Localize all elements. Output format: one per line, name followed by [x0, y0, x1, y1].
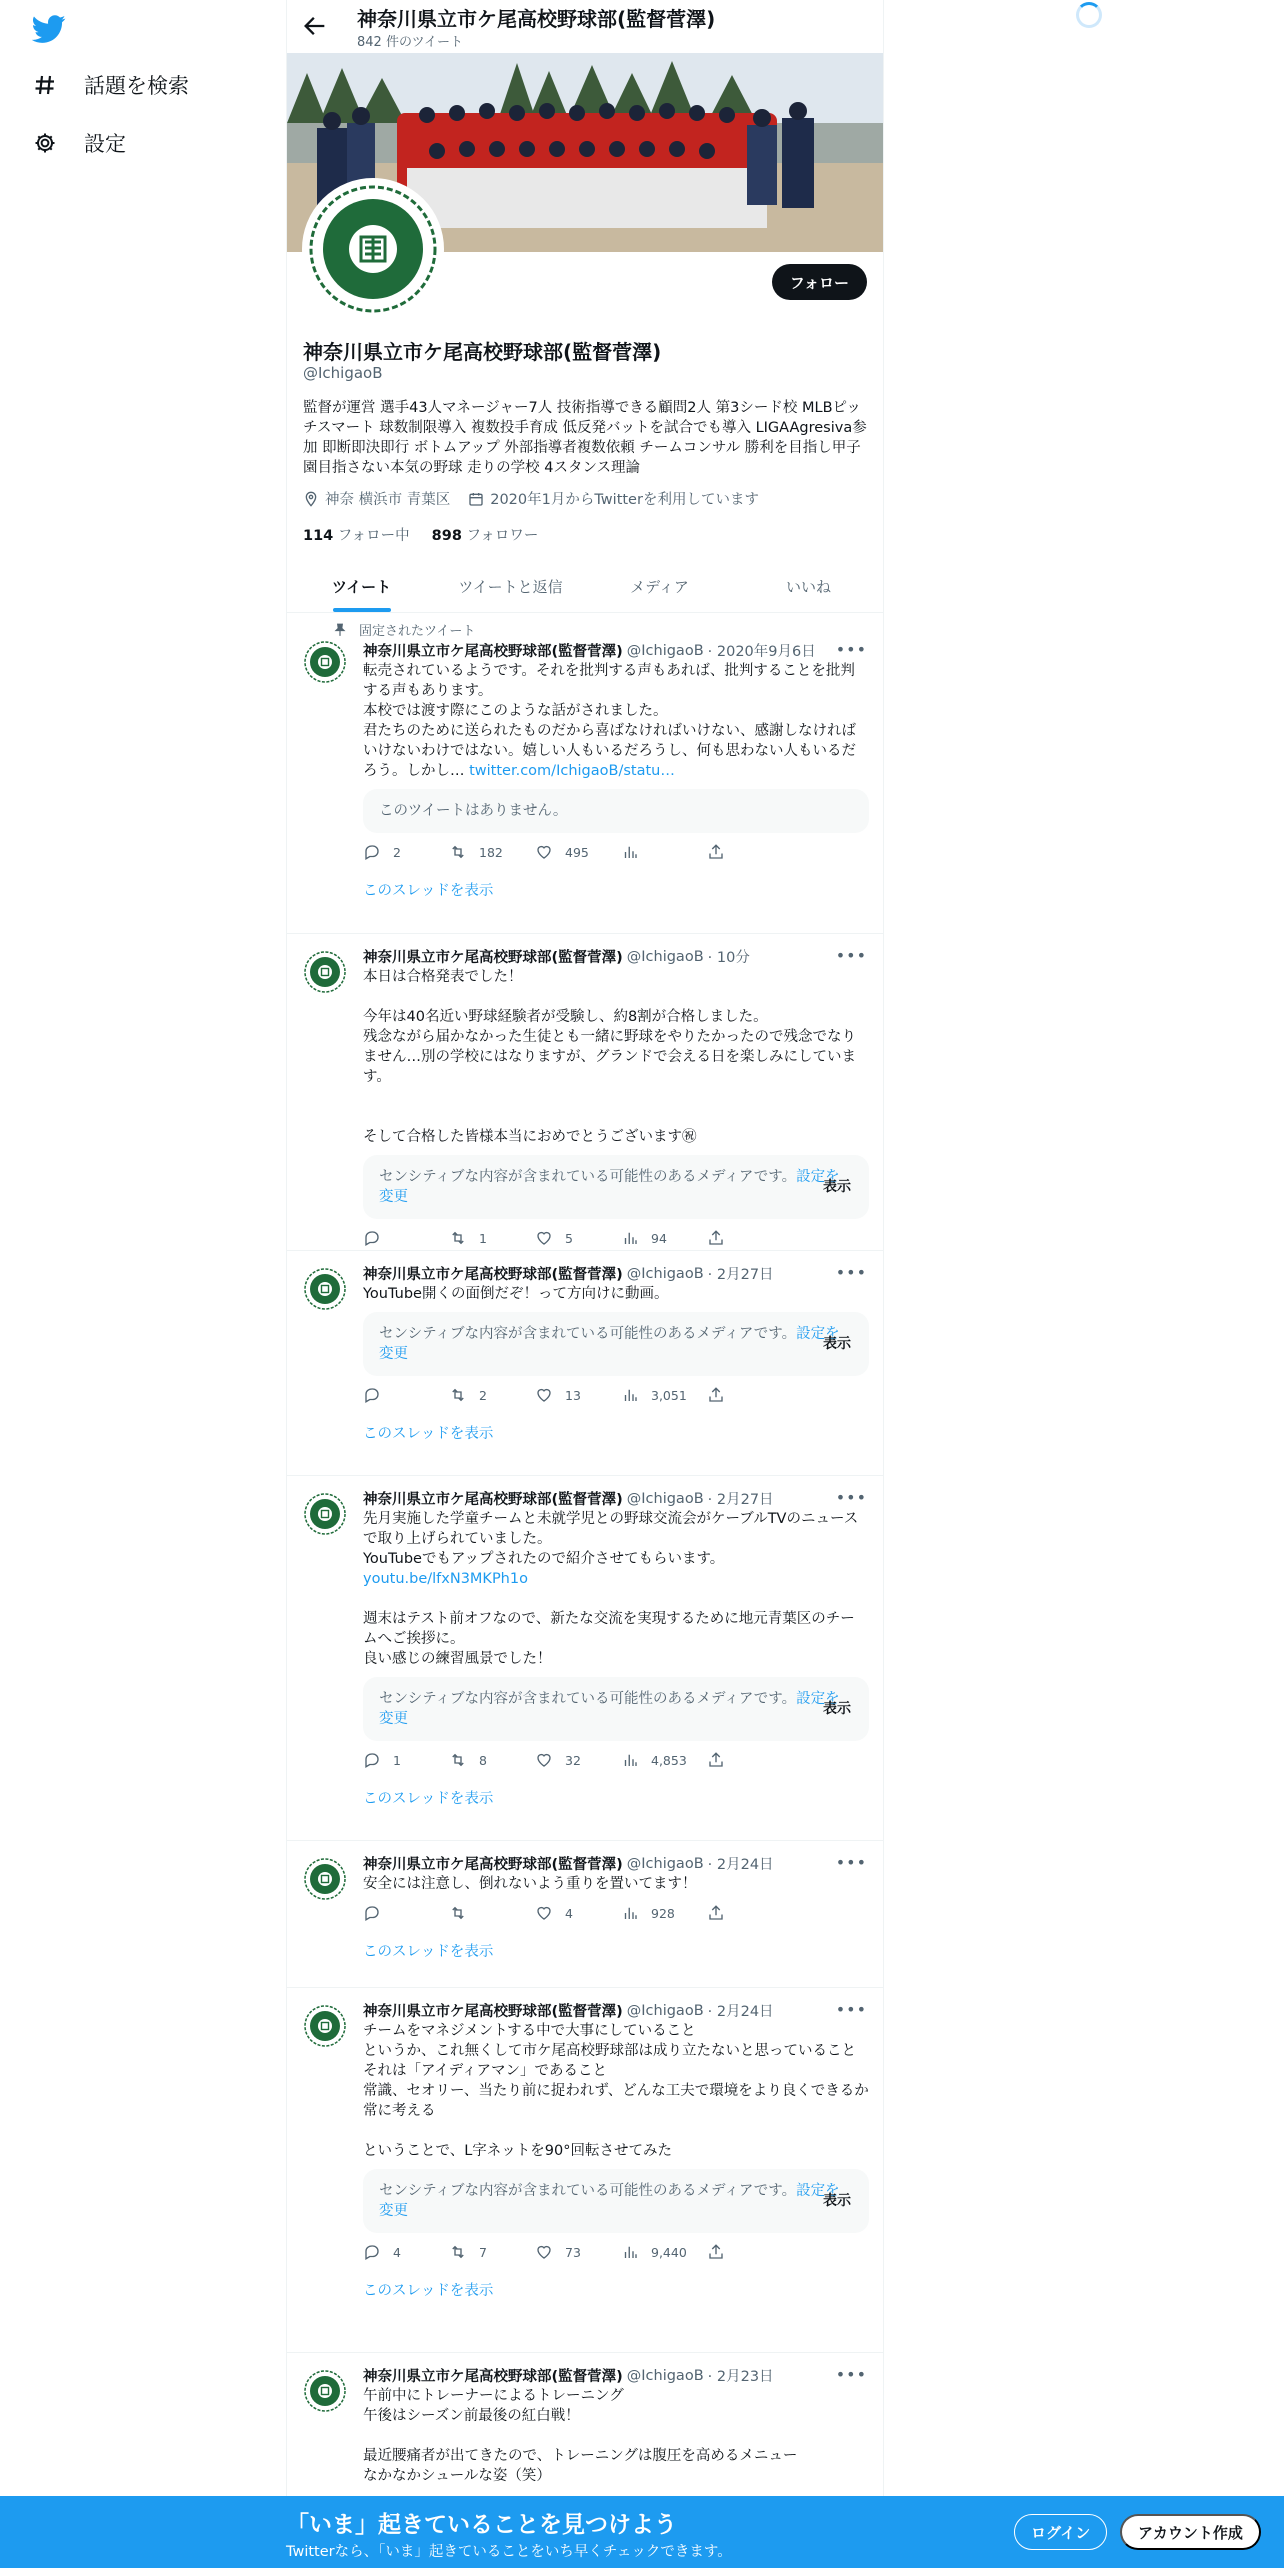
- hashtag-icon: [32, 72, 58, 98]
- views-bar-chart-icon: [621, 1229, 639, 1247]
- login-prompt-title: 「いま」起きていることを見つけよう: [286, 2512, 677, 2538]
- tab-tweets-and-replies[interactable]: ツイートと返信: [458, 577, 563, 596]
- profile-header: [287, 0, 883, 53]
- like-button[interactable]: [535, 1229, 621, 1247]
- share-button[interactable]: [707, 1229, 793, 1247]
- tweet-author-handle[interactable]: @IchigaoB: [626, 1265, 704, 1282]
- show-thread-link[interactable]: このスレッドを表示: [363, 1426, 494, 1442]
- reply-button[interactable]: [363, 2243, 449, 2261]
- profile-name: 神奈川県立市ケ尾高校野球部(監督菅澤): [303, 340, 662, 364]
- views-bar-chart-icon: [621, 1386, 639, 1404]
- tweet-author-name[interactable]: 神奈川県立市ケ尾高校野球部(監督菅澤): [363, 2369, 623, 2385]
- views-count: 3,051: [651, 1387, 687, 1403]
- following-link[interactable]: [303, 524, 410, 545]
- views-count: 94: [651, 1230, 667, 1246]
- reply-icon: [363, 843, 381, 861]
- like-count: 495: [565, 844, 589, 860]
- tweet[interactable]: [287, 1476, 883, 1841]
- heart-icon: [535, 843, 553, 861]
- tweet-text: YouTube開くの面倒だぞ！って方向けに動画。: [363, 1286, 669, 1302]
- like-count: 13: [565, 1387, 581, 1403]
- following-label: フォロー中: [337, 528, 410, 544]
- retweet-count: 182: [479, 844, 503, 860]
- followers-count: 898: [431, 528, 462, 544]
- tweet-date[interactable]: · 2月23日: [707, 2369, 774, 2385]
- tweet-actions: [363, 1386, 793, 1404]
- back-arrow-icon[interactable]: [301, 12, 329, 40]
- tweet-text: 午前中にトレーナーによるトレーニング 午後はシーズン前最後の紅白戦！ 最近腰痛者が出てきたので、トレーニングは腹圧を高めるメニュー なかなかシュールな姿（笑）: [363, 2388, 798, 2484]
- tweet-body: [363, 1263, 869, 1443]
- tweet[interactable]: [287, 1251, 883, 1476]
- tweet-avatar[interactable]: [303, 640, 347, 684]
- tweet-avatar[interactable]: [303, 1857, 347, 1901]
- retweet-button[interactable]: [449, 1751, 535, 1769]
- retweet-count: 8: [479, 1752, 487, 1768]
- nav-settings-label: 設定: [84, 132, 126, 156]
- tweet-author-handle[interactable]: @IchigaoB: [626, 2367, 704, 2384]
- tweet-author-handle[interactable]: @IchigaoB: [626, 642, 704, 659]
- tweet-avatar[interactable]: [303, 2369, 347, 2413]
- retweet-icon: [449, 2243, 467, 2261]
- more-icon[interactable]: •••: [835, 946, 867, 965]
- signup-button[interactable]: アカウント作成: [1120, 2514, 1261, 2550]
- share-button[interactable]: [707, 1751, 793, 1769]
- tweet-author-name[interactable]: 神奈川県立市ケ尾高校野球部(監督菅澤): [363, 644, 623, 660]
- tweet[interactable]: [287, 934, 883, 1251]
- profile-joined-text: 2020年1月からTwitterを利用しています: [490, 492, 759, 508]
- heart-icon: [535, 2243, 553, 2261]
- tweet-text: チームをマネジメントする中で大事にしていること というか、これ無くして市ケ尾高校野球部は成り立たないと思っていること それは「アイディアマン」であること 常識、セオリー、当たり前に捉われず、どんな工夫で環境をより良くできるか常に考える ということで、L字ネットを90°回転させてみた: [363, 2023, 869, 2159]
- nav-settings[interactable]: [32, 128, 126, 158]
- tweet-date[interactable]: · 2020年9月6日: [707, 644, 816, 660]
- tweet-actions: [363, 1904, 793, 1922]
- show-thread-link[interactable]: このスレッドを表示: [363, 1944, 494, 1960]
- like-button[interactable]: [535, 1386, 621, 1404]
- profile-location: [303, 488, 450, 509]
- share-icon: [707, 1229, 725, 1247]
- tweet-actions: [363, 2243, 793, 2261]
- views-bar-chart-icon: [621, 1904, 639, 1922]
- views-count: 928: [651, 1905, 675, 1921]
- profile-meta: [303, 488, 759, 509]
- reply-icon: [363, 1904, 381, 1922]
- tweet[interactable]: [287, 614, 883, 934]
- retweet-count: 7: [479, 2244, 487, 2260]
- sensitive-media-text: センシティブな内容が含まれている可能性のあるメディアです。: [379, 2183, 797, 2199]
- tweet-date[interactable]: · 2月24日: [707, 1857, 774, 1873]
- like-count: 5: [565, 1230, 573, 1246]
- tweet-text: 本日は合格発表でした！ 今年は40名近い野球経験者が受験し、約8割が合格しました。 残念ながら届かなかった生徒とも一緒に野球をやりたかったので残念でなりません…別の学校にはなりますが、グランドで会える日を楽しみにしています。 そして合格した皆様本当におめでとうございます㊗: [363, 969, 856, 1145]
- sensitive-media-notice: [363, 1312, 869, 1376]
- reply-button[interactable]: [363, 1386, 449, 1404]
- tweet-header: [363, 2000, 869, 2021]
- retweet-icon: [449, 1751, 467, 1769]
- tweet-author-name[interactable]: 神奈川県立市ケ尾高校野球部(監督菅澤): [363, 950, 623, 966]
- reply-count: 1: [393, 1752, 401, 1768]
- share-icon: [707, 843, 725, 861]
- sensitive-media-text: センシティブな内容が含まれている可能性のあるメディアです。: [379, 1169, 797, 1185]
- retweet-button[interactable]: [449, 1904, 535, 1922]
- quoted-tweet-unavailable: このツイートはありません。: [363, 789, 869, 833]
- views-count: 4,853: [651, 1752, 687, 1768]
- main-column: [286, 0, 884, 2568]
- tweet-author-name[interactable]: 神奈川県立市ケ尾高校野球部(監督菅澤): [363, 1492, 623, 1508]
- login-prompt-bar: [0, 2496, 1284, 2568]
- tweet-avatar[interactable]: [303, 950, 347, 994]
- tweet-actions: [363, 1229, 793, 1247]
- tweet-text-body: 転売されているようです。それを批判する声もあれば、批判することを批判する声もあります。 本校では渡す際にこのような話がされました。 君たちのために送られたものだから喜ばなければいけない、感謝しなければいけないわけではない。嬉しい人もいるだろうし、何も思わない人もいるだろう。しかし…: [363, 663, 856, 779]
- nav-explore-label: 話題を検索: [84, 74, 189, 98]
- profile-joined: [468, 488, 759, 509]
- header-tweet-count: 842 件のツイート: [357, 35, 464, 50]
- views-bar-chart-icon: [621, 843, 639, 861]
- change-settings-link[interactable]: 設定を変更: [379, 2183, 840, 2219]
- calendar-icon: [468, 491, 484, 507]
- tweet-body: [363, 1488, 869, 1808]
- gear-icon: [32, 130, 58, 156]
- tweet-header: [363, 640, 869, 661]
- reply-button[interactable]: [363, 1904, 449, 1922]
- views-button[interactable]: [621, 1386, 707, 1404]
- tweet-body: [363, 1853, 869, 1961]
- sensitive-media-notice: [363, 1155, 869, 1219]
- tweet-body: [363, 640, 869, 900]
- reply-button[interactable]: [363, 1229, 449, 1247]
- tweet-link[interactable]: twitter.com/IchigaoB/statu…: [469, 763, 675, 779]
- tweet-author-name[interactable]: 神奈川県立市ケ尾高校野球部(監督菅澤): [363, 1857, 623, 1873]
- nav-explore[interactable]: [32, 70, 189, 100]
- tweet-text: 安全には注意し、倒れないよう重りを置いてます！: [363, 1876, 697, 1892]
- share-icon: [707, 2243, 725, 2261]
- change-settings-link[interactable]: 設定を変更: [379, 1326, 840, 1362]
- heart-icon: [535, 1751, 553, 1769]
- show-media-button[interactable]: 表示: [823, 1701, 851, 1717]
- header-title: 神奈川県立市ケ尾高校野球部(監督菅澤): [357, 7, 716, 31]
- retweet-icon: [449, 1229, 467, 1247]
- retweet-button[interactable]: [449, 1386, 535, 1404]
- tab-likes[interactable]: いいね: [785, 577, 831, 596]
- share-icon: [707, 1904, 725, 1922]
- profile-tabs: [287, 560, 883, 613]
- followers-link[interactable]: [432, 524, 539, 545]
- show-media-button[interactable]: 表示: [823, 1336, 851, 1352]
- tweet-header: [363, 1853, 869, 1874]
- reply-icon: [363, 1751, 381, 1769]
- share-button[interactable]: [707, 843, 793, 861]
- following-count: 114: [303, 528, 334, 544]
- tweet-header: [363, 946, 869, 967]
- sensitive-media-notice: [363, 2169, 869, 2233]
- sensitive-media-notice: [363, 1677, 869, 1741]
- retweet-button[interactable]: [449, 2243, 535, 2261]
- retweet-icon: [449, 1904, 467, 1922]
- views-button[interactable]: [621, 1229, 707, 1247]
- tweet-date[interactable]: · 2月24日: [707, 2004, 774, 2020]
- tweet-text-continued: 週末はテスト前オフなので、新たな交流を実現するために地元青葉区のチームへご挨拶に。 良い感じの練習風景でした！: [363, 1611, 855, 1667]
- tweet-body: [363, 2365, 869, 2486]
- reply-count: 4: [393, 2244, 401, 2260]
- show-thread-link[interactable]: このスレッドを表示: [363, 1791, 494, 1807]
- reply-icon: [363, 1386, 381, 1404]
- retweet-button[interactable]: [449, 843, 535, 861]
- show-thread-link[interactable]: このスレッドを表示: [363, 883, 494, 899]
- tweet[interactable]: [287, 1841, 883, 1988]
- follow-button[interactable]: フォロー: [772, 264, 867, 300]
- sensitive-media-text: センシティブな内容が含まれている可能性のあるメディアです。: [379, 1326, 797, 1342]
- tweet-author-name[interactable]: 神奈川県立市ケ尾高校野球部(監督菅澤): [363, 1267, 623, 1283]
- more-icon[interactable]: •••: [835, 1853, 867, 1872]
- tweet-date[interactable]: · 2月27日: [707, 1492, 774, 1508]
- share-icon: [707, 1751, 725, 1769]
- like-button[interactable]: [535, 1751, 621, 1769]
- show-media-button[interactable]: 表示: [823, 1179, 851, 1195]
- tweet-header: [363, 1263, 869, 1284]
- show-thread-link[interactable]: このスレッドを表示: [363, 2283, 494, 2299]
- login-button[interactable]: ログイン: [1014, 2514, 1107, 2550]
- views-button[interactable]: [621, 1904, 707, 1922]
- tweet-author-handle[interactable]: @IchigaoB: [626, 1490, 704, 1507]
- reply-icon: [363, 1229, 381, 1247]
- tweet-author-handle[interactable]: @IchigaoB: [626, 2002, 704, 2019]
- heart-icon: [535, 1904, 553, 1922]
- reply-button[interactable]: [363, 1751, 449, 1769]
- reply-icon: [363, 2243, 381, 2261]
- login-prompt-subtitle: Twitterなら、「いま」起きていることをいち早くチェックできます。: [286, 2544, 732, 2560]
- tweet-header: [363, 2365, 869, 2386]
- profile-avatar[interactable]: [302, 178, 444, 320]
- twitter-logo-icon[interactable]: [32, 12, 66, 46]
- retweet-button[interactable]: [449, 1229, 535, 1247]
- tab-tweets[interactable]: ツイート: [287, 560, 436, 612]
- more-icon[interactable]: •••: [835, 640, 867, 659]
- profile-follow-stats: [303, 524, 538, 545]
- tweet-text: [363, 661, 869, 781]
- tweet-actions: [363, 843, 793, 861]
- more-icon[interactable]: •••: [835, 2365, 867, 2384]
- tweet-header: [363, 1488, 869, 1509]
- tweet-text: 先月実施した学童チームと未就学児との野球交流会がケーブルTVのニュースで取り上げられていました。 YouTubeでもアップされたので紹介させてもらいます。: [363, 1511, 859, 1567]
- profile-location-text: 神奈 横浜市 青葉区: [325, 492, 451, 508]
- like-count: 4: [565, 1905, 573, 1921]
- retweet-icon: [449, 843, 467, 861]
- sensitive-media-text: センシティブな内容が含まれている可能性のあるメディアです。: [379, 1691, 797, 1707]
- retweet-count: 2: [479, 1387, 487, 1403]
- more-icon[interactable]: •••: [835, 1263, 867, 1282]
- reply-count: 2: [393, 844, 401, 860]
- heart-icon: [535, 1386, 553, 1404]
- tweet-author-handle[interactable]: @IchigaoB: [626, 948, 704, 965]
- change-settings-link[interactable]: 設定を変更: [379, 1691, 840, 1727]
- views-count: 9,440: [651, 2244, 687, 2260]
- like-button[interactable]: [535, 1904, 621, 1922]
- heart-icon: [535, 1229, 553, 1247]
- retweet-icon: [449, 1386, 467, 1404]
- tweet-avatar[interactable]: [303, 1492, 347, 1536]
- views-button[interactable]: [621, 2243, 707, 2261]
- profile-handle: @IchigaoB: [303, 364, 383, 382]
- like-count: 32: [565, 1752, 581, 1768]
- tweet-date[interactable]: · 2月27日: [707, 1267, 774, 1283]
- share-button[interactable]: [707, 1904, 793, 1922]
- followers-label: フォロワー: [466, 528, 539, 544]
- tweet-body: [363, 2000, 869, 2300]
- share-button[interactable]: [707, 2243, 793, 2261]
- tweet-author-name[interactable]: 神奈川県立市ケ尾高校野球部(監督菅澤): [363, 2004, 623, 2020]
- profile-bio: 監督が運営 選手43人マネージャー7人 技術指導できる顧問2人 第3シード校 MLBピッチスマート 球数制限導入 複数投手育成 低反発バットを試合でも導入 LIGAAgresiva参加 即断即決即行 ボトムアップ 外部指導者複数依頼 チームコンサル 勝利を目指し甲子園目指さない本気の野球 走りの学校 4スタンス理論: [303, 400, 867, 476]
- views-button[interactable]: [621, 1751, 707, 1769]
- tab-media[interactable]: メディア: [630, 577, 689, 596]
- more-icon[interactable]: •••: [835, 1488, 867, 1507]
- change-settings-link[interactable]: 設定を変更: [379, 1169, 840, 1205]
- share-button[interactable]: [707, 1386, 793, 1404]
- tweet-date[interactable]: · 10分: [707, 950, 750, 966]
- more-icon[interactable]: •••: [835, 2000, 867, 2019]
- tweet-body: [363, 946, 869, 1247]
- retweet-count: 1: [479, 1230, 487, 1246]
- reply-button[interactable]: [363, 843, 449, 861]
- like-button[interactable]: [535, 843, 621, 861]
- tweet-avatar[interactable]: [303, 2004, 347, 2048]
- tweet-author-handle[interactable]: @IchigaoB: [626, 1855, 704, 1872]
- like-count: 73: [565, 2244, 581, 2260]
- tweet-avatar[interactable]: [303, 1267, 347, 1311]
- tweet-actions: [363, 1751, 793, 1769]
- views-button[interactable]: [621, 843, 707, 861]
- tweet[interactable]: [287, 1988, 883, 2353]
- loading-spinner-icon: [1076, 2, 1102, 28]
- show-media-button[interactable]: 表示: [823, 2193, 851, 2209]
- views-bar-chart-icon: [621, 1751, 639, 1769]
- location-pin-icon: [303, 491, 319, 507]
- tweet-link[interactable]: youtu.be/lfxN3MKPh1o: [363, 1571, 528, 1587]
- share-icon: [707, 1386, 725, 1404]
- views-bar-chart-icon: [621, 2243, 639, 2261]
- pinned-label: 固定されたツイート: [359, 624, 476, 639]
- like-button[interactable]: [535, 2243, 621, 2261]
